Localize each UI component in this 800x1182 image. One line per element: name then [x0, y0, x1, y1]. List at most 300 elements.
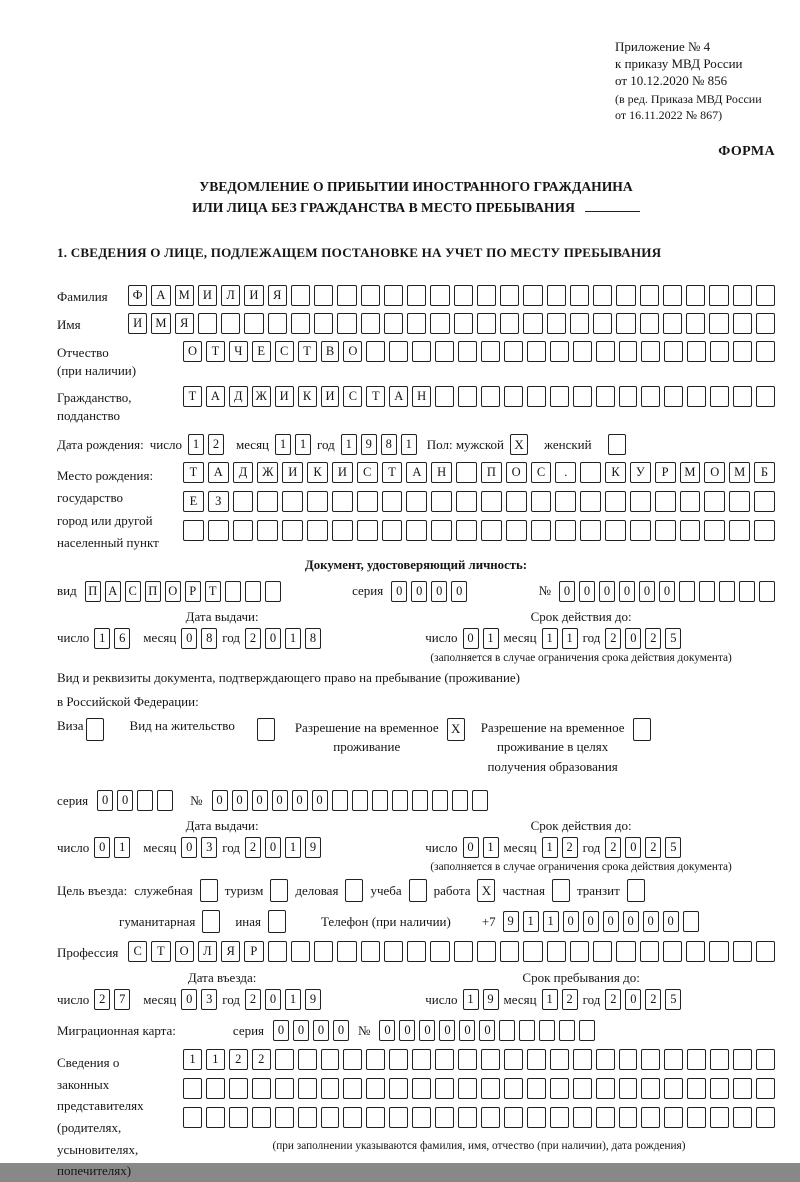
char-cell[interactable]: М	[680, 462, 701, 483]
char-cell[interactable]	[225, 581, 241, 602]
char-cell[interactable]	[641, 386, 660, 407]
char-cell[interactable]: 9	[361, 434, 377, 455]
char-cell[interactable]: 0	[292, 790, 308, 811]
char-cell[interactable]: Т	[206, 341, 225, 362]
char-cell[interactable]: 2	[562, 837, 578, 858]
char-cell[interactable]: 1	[542, 837, 558, 858]
char-cell[interactable]: И	[321, 386, 340, 407]
char-cell[interactable]	[361, 285, 380, 306]
char-cell[interactable]: 8	[305, 628, 321, 649]
char-cell[interactable]	[389, 1078, 408, 1099]
char-cell[interactable]: Е	[183, 491, 204, 512]
char-cell[interactable]: 0	[181, 837, 197, 858]
char-cell[interactable]	[229, 1107, 248, 1128]
char-cell[interactable]	[596, 341, 615, 362]
char-cell[interactable]: 0	[659, 581, 675, 602]
char-cell[interactable]	[573, 1107, 592, 1128]
sex-male-checkbox[interactable]: X	[510, 434, 528, 455]
char-cell[interactable]	[664, 386, 683, 407]
char-cell[interactable]	[504, 386, 523, 407]
char-cell[interactable]: 1	[523, 911, 539, 932]
char-cell[interactable]: 2	[245, 989, 261, 1010]
char-cell[interactable]: Т	[183, 462, 204, 483]
char-cell[interactable]	[729, 520, 750, 541]
char-cell[interactable]	[481, 341, 500, 362]
char-cell[interactable]	[504, 341, 523, 362]
purpose-tourism-checkbox[interactable]	[270, 879, 288, 902]
char-cell[interactable]: 0	[265, 628, 281, 649]
char-cell[interactable]	[550, 1107, 569, 1128]
char-cell[interactable]: О	[506, 462, 527, 483]
char-cell[interactable]: 9	[503, 911, 519, 932]
char-cell[interactable]	[481, 1107, 500, 1128]
char-cell[interactable]	[679, 581, 695, 602]
char-cell[interactable]	[640, 941, 659, 962]
char-cell[interactable]	[481, 1078, 500, 1099]
char-cell[interactable]	[435, 386, 454, 407]
char-cell[interactable]: 1	[285, 628, 301, 649]
char-cell[interactable]: А	[406, 462, 427, 483]
char-cell[interactable]: 1	[341, 434, 357, 455]
char-cell[interactable]	[183, 1078, 202, 1099]
char-cell[interactable]	[547, 285, 566, 306]
char-cell[interactable]	[206, 1078, 225, 1099]
char-cell[interactable]: 1	[114, 837, 130, 858]
char-cell[interactable]: 7	[114, 989, 130, 1010]
char-cell[interactable]: 0	[265, 989, 281, 1010]
char-cell[interactable]	[500, 285, 519, 306]
char-cell[interactable]: О	[343, 341, 362, 362]
char-cell[interactable]: 2	[245, 628, 261, 649]
char-cell[interactable]: 0	[439, 1020, 455, 1041]
char-cell[interactable]	[664, 1107, 683, 1128]
char-cell[interactable]: Т	[298, 341, 317, 362]
char-cell[interactable]	[454, 285, 473, 306]
purpose-other-checkbox[interactable]	[268, 910, 286, 933]
char-cell[interactable]: 1	[188, 434, 204, 455]
char-cell[interactable]	[733, 313, 752, 334]
char-cell[interactable]: 0	[463, 837, 479, 858]
char-cell[interactable]	[352, 790, 368, 811]
char-cell[interactable]	[593, 285, 612, 306]
char-cell[interactable]	[519, 1020, 535, 1041]
char-cell[interactable]	[547, 313, 566, 334]
char-cell[interactable]	[709, 941, 728, 962]
char-cell[interactable]	[555, 520, 576, 541]
char-cell[interactable]	[321, 1107, 340, 1128]
purpose-transit-checkbox[interactable]	[627, 879, 645, 902]
char-cell[interactable]: 0	[313, 1020, 329, 1041]
char-cell[interactable]	[456, 462, 477, 483]
char-cell[interactable]	[332, 790, 348, 811]
char-cell[interactable]: 1	[94, 628, 110, 649]
purpose-study-checkbox[interactable]	[409, 879, 427, 902]
char-cell[interactable]: 2	[605, 837, 621, 858]
char-cell[interactable]	[314, 941, 333, 962]
char-cell[interactable]	[539, 1020, 555, 1041]
char-cell[interactable]: Р	[244, 941, 263, 962]
char-cell[interactable]	[596, 1078, 615, 1099]
char-cell[interactable]: П	[85, 581, 101, 602]
char-cell[interactable]	[739, 581, 755, 602]
char-cell[interactable]: 9	[305, 989, 321, 1010]
char-cell[interactable]	[504, 1107, 523, 1128]
char-cell[interactable]	[357, 491, 378, 512]
char-cell[interactable]	[389, 341, 408, 362]
char-cell[interactable]: Е	[252, 341, 271, 362]
char-cell[interactable]	[458, 1049, 477, 1070]
char-cell[interactable]	[458, 386, 477, 407]
char-cell[interactable]	[527, 1107, 546, 1128]
edu-permit-checkbox[interactable]	[633, 718, 651, 741]
char-cell[interactable]: 2	[605, 628, 621, 649]
char-cell[interactable]	[710, 341, 729, 362]
char-cell[interactable]	[431, 491, 452, 512]
char-cell[interactable]: 0	[411, 581, 427, 602]
char-cell[interactable]: И	[275, 386, 294, 407]
char-cell[interactable]	[265, 581, 281, 602]
char-cell[interactable]	[430, 313, 449, 334]
char-cell[interactable]	[430, 285, 449, 306]
char-cell[interactable]	[382, 491, 403, 512]
char-cell[interactable]	[686, 285, 705, 306]
char-cell[interactable]	[605, 520, 626, 541]
char-cell[interactable]	[555, 491, 576, 512]
char-cell[interactable]	[412, 790, 428, 811]
char-cell[interactable]	[641, 1107, 660, 1128]
char-cell[interactable]: М	[729, 462, 750, 483]
char-cell[interactable]	[619, 1078, 638, 1099]
char-cell[interactable]	[687, 1107, 706, 1128]
char-cell[interactable]: 2	[252, 1049, 271, 1070]
char-cell[interactable]	[756, 313, 775, 334]
char-cell[interactable]: 1	[483, 628, 499, 649]
char-cell[interactable]	[579, 1020, 595, 1041]
char-cell[interactable]: 0	[273, 1020, 289, 1041]
char-cell[interactable]	[372, 790, 388, 811]
char-cell[interactable]	[343, 1078, 362, 1099]
char-cell[interactable]	[547, 941, 566, 962]
char-cell[interactable]	[499, 1020, 515, 1041]
char-cell[interactable]	[686, 941, 705, 962]
char-cell[interactable]: 2	[229, 1049, 248, 1070]
char-cell[interactable]	[472, 790, 488, 811]
char-cell[interactable]: Ж	[257, 462, 278, 483]
char-cell[interactable]	[570, 313, 589, 334]
char-cell[interactable]: 1	[183, 1049, 202, 1070]
char-cell[interactable]	[640, 313, 659, 334]
char-cell[interactable]: 1	[401, 434, 417, 455]
char-cell[interactable]	[593, 313, 612, 334]
char-cell[interactable]	[605, 491, 626, 512]
char-cell[interactable]: К	[298, 386, 317, 407]
char-cell[interactable]	[366, 341, 385, 362]
char-cell[interactable]	[275, 1107, 294, 1128]
char-cell[interactable]	[481, 1049, 500, 1070]
char-cell[interactable]	[384, 285, 403, 306]
char-cell[interactable]: С	[531, 462, 552, 483]
char-cell[interactable]: П	[145, 581, 161, 602]
char-cell[interactable]: 2	[645, 837, 661, 858]
char-cell[interactable]	[619, 341, 638, 362]
char-cell[interactable]	[527, 1078, 546, 1099]
char-cell[interactable]	[733, 1078, 752, 1099]
char-cell[interactable]	[337, 285, 356, 306]
char-cell[interactable]: А	[208, 462, 229, 483]
char-cell[interactable]	[531, 491, 552, 512]
char-cell[interactable]	[435, 1049, 454, 1070]
char-cell[interactable]	[298, 1107, 317, 1128]
char-cell[interactable]: 0	[399, 1020, 415, 1041]
char-cell[interactable]: 0	[663, 911, 679, 932]
char-cell[interactable]	[481, 520, 502, 541]
char-cell[interactable]	[458, 1078, 477, 1099]
char-cell[interactable]	[504, 1078, 523, 1099]
char-cell[interactable]: 1	[275, 434, 291, 455]
char-cell[interactable]	[198, 313, 217, 334]
char-cell[interactable]: 0	[603, 911, 619, 932]
char-cell[interactable]	[596, 1107, 615, 1128]
char-cell[interactable]: Т	[183, 386, 202, 407]
char-cell[interactable]	[456, 491, 477, 512]
char-cell[interactable]: 2	[645, 628, 661, 649]
char-cell[interactable]	[687, 386, 706, 407]
char-cell[interactable]	[366, 1107, 385, 1128]
char-cell[interactable]: 1	[483, 837, 499, 858]
char-cell[interactable]	[366, 1078, 385, 1099]
char-cell[interactable]: М	[151, 313, 170, 334]
char-cell[interactable]: П	[481, 462, 502, 483]
char-cell[interactable]	[252, 1078, 271, 1099]
char-cell[interactable]	[275, 1078, 294, 1099]
char-cell[interactable]: 5	[665, 837, 681, 858]
char-cell[interactable]: 0	[333, 1020, 349, 1041]
char-cell[interactable]	[573, 386, 592, 407]
char-cell[interactable]: 0	[625, 628, 641, 649]
char-cell[interactable]: К	[605, 462, 626, 483]
char-cell[interactable]	[233, 491, 254, 512]
char-cell[interactable]	[641, 341, 660, 362]
char-cell[interactable]: 3	[201, 837, 217, 858]
char-cell[interactable]	[245, 581, 261, 602]
char-cell[interactable]: Я	[268, 285, 287, 306]
char-cell[interactable]	[407, 285, 426, 306]
char-cell[interactable]	[523, 285, 542, 306]
char-cell[interactable]: 1	[463, 989, 479, 1010]
char-cell[interactable]	[759, 581, 775, 602]
char-cell[interactable]: 0	[419, 1020, 435, 1041]
char-cell[interactable]: А	[389, 386, 408, 407]
char-cell[interactable]: 2	[562, 989, 578, 1010]
char-cell[interactable]	[663, 313, 682, 334]
char-cell[interactable]	[337, 313, 356, 334]
char-cell[interactable]: 0	[252, 790, 268, 811]
char-cell[interactable]	[183, 520, 204, 541]
char-cell[interactable]	[756, 941, 775, 962]
char-cell[interactable]: 0	[312, 790, 328, 811]
char-cell[interactable]	[500, 313, 519, 334]
char-cell[interactable]	[431, 520, 452, 541]
char-cell[interactable]	[710, 386, 729, 407]
char-cell[interactable]: 0	[232, 790, 248, 811]
char-cell[interactable]: И	[128, 313, 147, 334]
char-cell[interactable]	[699, 581, 715, 602]
char-cell[interactable]	[343, 1049, 362, 1070]
char-cell[interactable]	[412, 1078, 431, 1099]
char-cell[interactable]	[432, 790, 448, 811]
char-cell[interactable]	[361, 941, 380, 962]
char-cell[interactable]: С	[128, 941, 147, 962]
char-cell[interactable]: Н	[412, 386, 431, 407]
char-cell[interactable]	[366, 1049, 385, 1070]
char-cell[interactable]	[506, 520, 527, 541]
char-cell[interactable]	[733, 285, 752, 306]
char-cell[interactable]: 0	[293, 1020, 309, 1041]
char-cell[interactable]: В	[321, 341, 340, 362]
char-cell[interactable]	[664, 1078, 683, 1099]
char-cell[interactable]: Ч	[229, 341, 248, 362]
char-cell[interactable]	[687, 1078, 706, 1099]
char-cell[interactable]: О	[704, 462, 725, 483]
char-cell[interactable]	[384, 941, 403, 962]
char-cell[interactable]	[733, 1049, 752, 1070]
char-cell[interactable]	[208, 520, 229, 541]
char-cell[interactable]	[382, 520, 403, 541]
char-cell[interactable]: Р	[185, 581, 201, 602]
char-cell[interactable]	[580, 462, 601, 483]
char-cell[interactable]	[337, 941, 356, 962]
char-cell[interactable]: 2	[208, 434, 224, 455]
temp-permit-checkbox[interactable]: X	[447, 718, 465, 741]
char-cell[interactable]	[252, 1107, 271, 1128]
char-cell[interactable]	[630, 491, 651, 512]
char-cell[interactable]: 0	[379, 1020, 395, 1041]
char-cell[interactable]	[500, 941, 519, 962]
char-cell[interactable]	[504, 1049, 523, 1070]
char-cell[interactable]	[756, 1078, 775, 1099]
char-cell[interactable]	[573, 341, 592, 362]
char-cell[interactable]	[664, 341, 683, 362]
char-cell[interactable]: Л	[198, 941, 217, 962]
char-cell[interactable]: 0	[599, 581, 615, 602]
char-cell[interactable]: С	[357, 462, 378, 483]
char-cell[interactable]: С	[275, 341, 294, 362]
char-cell[interactable]: И	[244, 285, 263, 306]
char-cell[interactable]: О	[183, 341, 202, 362]
char-cell[interactable]	[412, 1049, 431, 1070]
char-cell[interactable]	[332, 491, 353, 512]
char-cell[interactable]	[687, 341, 706, 362]
char-cell[interactable]	[257, 520, 278, 541]
char-cell[interactable]: И	[282, 462, 303, 483]
char-cell[interactable]: 9	[305, 837, 321, 858]
char-cell[interactable]: 0	[94, 837, 110, 858]
char-cell[interactable]: К	[307, 462, 328, 483]
char-cell[interactable]: М	[175, 285, 194, 306]
char-cell[interactable]: 1	[542, 628, 558, 649]
char-cell[interactable]: С	[343, 386, 362, 407]
char-cell[interactable]	[709, 313, 728, 334]
char-cell[interactable]	[683, 911, 699, 932]
char-cell[interactable]	[616, 285, 635, 306]
char-cell[interactable]	[291, 313, 310, 334]
char-cell[interactable]	[616, 313, 635, 334]
char-cell[interactable]	[550, 341, 569, 362]
char-cell[interactable]	[641, 1049, 660, 1070]
char-cell[interactable]: Ж	[252, 386, 271, 407]
char-cell[interactable]	[663, 285, 682, 306]
char-cell[interactable]	[756, 1049, 775, 1070]
char-cell[interactable]: 0	[391, 581, 407, 602]
char-cell[interactable]	[458, 341, 477, 362]
char-cell[interactable]	[756, 285, 775, 306]
char-cell[interactable]: И	[198, 285, 217, 306]
char-cell[interactable]	[570, 285, 589, 306]
char-cell[interactable]	[733, 941, 752, 962]
char-cell[interactable]	[233, 520, 254, 541]
char-cell[interactable]	[458, 1107, 477, 1128]
char-cell[interactable]: 0	[639, 581, 655, 602]
char-cell[interactable]	[550, 1049, 569, 1070]
char-cell[interactable]	[298, 1049, 317, 1070]
char-cell[interactable]: Р	[655, 462, 676, 483]
char-cell[interactable]	[430, 941, 449, 962]
char-cell[interactable]: Я	[221, 941, 240, 962]
char-cell[interactable]	[664, 1049, 683, 1070]
char-cell[interactable]	[573, 1078, 592, 1099]
char-cell[interactable]	[655, 520, 676, 541]
char-cell[interactable]	[663, 941, 682, 962]
char-cell[interactable]: 1	[206, 1049, 225, 1070]
char-cell[interactable]	[593, 941, 612, 962]
char-cell[interactable]: 0	[181, 628, 197, 649]
char-cell[interactable]	[314, 285, 333, 306]
char-cell[interactable]	[291, 941, 310, 962]
purpose-business-checkbox[interactable]	[200, 879, 218, 902]
char-cell[interactable]: 8	[201, 628, 217, 649]
char-cell[interactable]	[709, 285, 728, 306]
char-cell[interactable]: 5	[665, 628, 681, 649]
char-cell[interactable]	[291, 285, 310, 306]
char-cell[interactable]	[580, 491, 601, 512]
char-cell[interactable]: 0	[212, 790, 228, 811]
char-cell[interactable]: 0	[625, 837, 641, 858]
char-cell[interactable]: И	[332, 462, 353, 483]
char-cell[interactable]	[298, 1078, 317, 1099]
char-cell[interactable]	[756, 386, 775, 407]
char-cell[interactable]	[756, 1107, 775, 1128]
char-cell[interactable]	[704, 520, 725, 541]
char-cell[interactable]	[506, 491, 527, 512]
char-cell[interactable]	[733, 1107, 752, 1128]
char-cell[interactable]	[756, 341, 775, 362]
char-cell[interactable]: 0	[559, 581, 575, 602]
char-cell[interactable]	[477, 941, 496, 962]
char-cell[interactable]: А	[206, 386, 225, 407]
char-cell[interactable]: 0	[619, 581, 635, 602]
char-cell[interactable]	[710, 1107, 729, 1128]
char-cell[interactable]	[733, 341, 752, 362]
char-cell[interactable]	[680, 520, 701, 541]
char-cell[interactable]: О	[165, 581, 181, 602]
char-cell[interactable]	[655, 491, 676, 512]
purpose-humanitarian-checkbox[interactable]	[202, 910, 220, 933]
char-cell[interactable]	[229, 1078, 248, 1099]
char-cell[interactable]	[221, 313, 240, 334]
char-cell[interactable]: 0	[181, 989, 197, 1010]
char-cell[interactable]: Д	[229, 386, 248, 407]
char-cell[interactable]: 2	[245, 837, 261, 858]
